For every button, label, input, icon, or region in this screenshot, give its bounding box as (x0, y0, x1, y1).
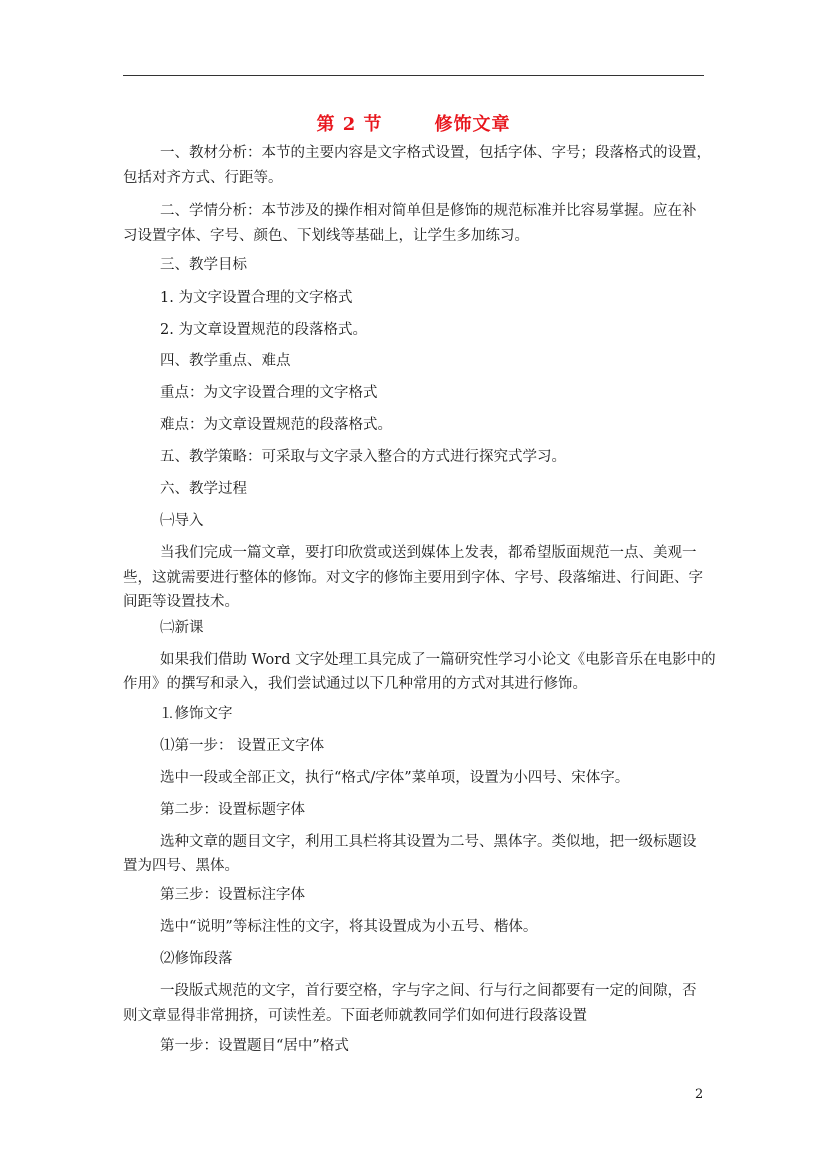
list-item: 1. 为文字设置合理的文字格式 (160, 290, 353, 306)
paragraph-line: 难点：为文章设置规范的段落格式。 (160, 417, 392, 433)
paragraph-line: 包括对齐方式、行距等。 (123, 170, 283, 186)
sub-heading: ⑵修饰段落 (160, 951, 233, 967)
step-heading: ⑴第一步： 设置正文字体 (160, 738, 325, 754)
paragraph-line: 一段版式规范的文字，首行要空格，字与字之间、行与行之间都要有一定的间隙，否 (160, 983, 697, 999)
page-title (0, 110, 827, 136)
paragraph-line: 习设置字体、字号、颜色、下划线等基础上，让学生多加练习。 (123, 228, 529, 244)
section-heading: 三、教学目标 (160, 257, 247, 273)
step-heading: 第二步：设置标题字体 (160, 802, 305, 818)
paragraph-line: 选中一段或全部正文，执行“格式/字体”菜单项，设置为小四号、宋体字。 (160, 770, 630, 786)
paragraph-line: 二、学情分析：本节涉及的操作相对简单但是修饰的规范标准并比容易掌握。应在补 (160, 203, 697, 219)
sub-heading: ㈠导入 (160, 513, 204, 529)
paragraph-line: 当我们完成一篇文章，要打印欣赏或送到媒体上发表，都希望版面规范一点、美观一 (160, 545, 697, 561)
page-number: 2 (695, 1087, 704, 1102)
paragraph-line: 选中“说明”等标注性的文字，将其设置成为小五号、楷体。 (160, 919, 538, 935)
paragraph-line: 作用》的撰写和录入，我们尝试通过以下几种常用的方式对其进行修饰。 (123, 676, 587, 692)
section-heading: 四、教学重点、难点 (160, 353, 291, 369)
section-heading: 六、教学过程 (160, 481, 247, 497)
list-item: 2. 为文章设置规范的段落格式。 (160, 322, 367, 338)
paragraph-line: 则文章显得非常拥挤，可读性差。下面老师就教同学们如何进行段落设置 (123, 1008, 587, 1024)
header-rule (123, 75, 704, 76)
paragraph-line: 如果我们借助 Word 文字处理工具完成了一篇研究性学习小论文《电影音乐在电影中的 (160, 652, 716, 668)
step-heading: 第一步：设置题目“居中”格式 (160, 1038, 349, 1054)
paragraph-line: 间距等设置技术。 (123, 594, 239, 610)
paragraph-line: 选种文章的题目文字，利用工具栏将其设置为二号、黑体字。类似地，把一级标题设 (160, 834, 697, 850)
section-heading: 五、教学策略：可采取与文字录入整合的方式进行探究式学习。 (160, 449, 566, 465)
sub-heading: ⒈修饰文字 (160, 706, 233, 722)
title-text: 修饰文章 (434, 114, 511, 135)
title-section: 第 2 节 (316, 114, 383, 135)
paragraph-line: 重点：为文字设置合理的文字格式 (160, 385, 378, 401)
sub-heading: ㈡新课 (160, 620, 204, 636)
paragraph-line: 些，这就需要进行整体的修饰。对文字的修饰主要用到字体、字号、段落缩进、行间距、字 (123, 570, 703, 586)
paragraph-line: 置为四号、黑体。 (123, 858, 239, 874)
paragraph-line: 一、教材分析：本节的主要内容是文字格式设置，包括字体、字号；段落格式的设置， (160, 145, 711, 161)
step-heading: 第三步：设置标注字体 (160, 887, 305, 903)
